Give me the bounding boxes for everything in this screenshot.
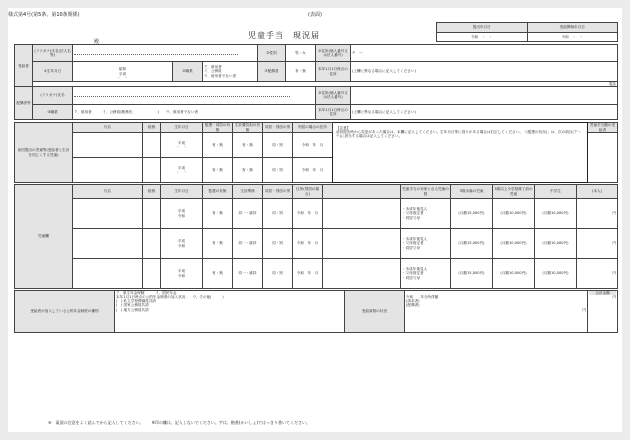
child-b3-live[interactable]: 同・別	[263, 259, 293, 289]
child-a1-live[interactable]: 同・別	[263, 133, 293, 158]
col-cost-b: 生計関係	[233, 185, 263, 199]
child-b3-amt3[interactable]: (月額10,000円)	[535, 259, 577, 289]
child-a2-dob[interactable]: 平成 ・ ・	[161, 158, 203, 183]
col-name-a: 氏名	[73, 123, 143, 133]
received-date-field[interactable]: 令和 ・ ・	[437, 32, 528, 42]
child-a2-relation[interactable]	[143, 158, 161, 183]
applicant-spouse-field[interactable]: 有・無	[286, 62, 316, 81]
table-row	[15, 229, 618, 259]
spouse-name-label: (フリガナ)氏名	[33, 87, 73, 104]
applicant-dob-date: ・ ・	[117, 75, 128, 80]
form-number: 様式第4号(第5条、第10条関係)	[8, 12, 80, 18]
spouse-address-label: ②住所(個人番号又は法人番号)	[316, 87, 351, 104]
col-cost-a: 生計費負担の有無	[233, 123, 263, 133]
payee-field[interactable]	[588, 133, 618, 183]
applicant-dob-label: ①生年月日	[33, 62, 73, 81]
child-a1-relation[interactable]	[143, 133, 161, 158]
col-payee-b: (本人)	[577, 185, 618, 199]
applicant-name-field[interactable]	[73, 45, 258, 62]
col-address-b	[323, 185, 401, 199]
total-box[interactable]	[588, 291, 618, 333]
child-b1-yen[interactable]: 円	[577, 199, 618, 229]
child-b1-dob[interactable]: 平成 令和	[161, 199, 203, 229]
form-sheet	[8, 8, 622, 432]
children-table	[14, 184, 618, 289]
child-b2-amt2[interactable]: (月額10,000円)	[493, 229, 535, 259]
child-b2-checks[interactable]: ・未成年後見人 ・父母指定者 ・同居父母	[401, 229, 451, 259]
bottom-table	[14, 290, 618, 333]
col-monitor-a: 監護・同居の有無	[203, 123, 233, 133]
child-b3-checks[interactable]: ・未成年後見人 ・父母指定者 ・同居父母	[401, 259, 451, 289]
child-b2-monitor[interactable]: 有・無	[203, 229, 233, 259]
col-name-b: 氏名	[73, 185, 143, 199]
child-b1-amt1[interactable]: (月額15,000円)	[451, 199, 493, 229]
child-a1-when[interactable]: 令和 年 月	[293, 133, 333, 158]
col-dob-b: 生年月日	[161, 185, 203, 199]
payee-label: 児童手当額の受給者	[588, 123, 618, 133]
col-count-b: 児童手当の対象となる児童の数	[401, 185, 451, 199]
apply-date-header: 受給開始年月日	[527, 23, 618, 33]
child-b2-yen[interactable]: 円	[577, 229, 618, 259]
child-a2-name[interactable]	[73, 158, 143, 183]
applicant-section-label: 受給者	[15, 45, 33, 87]
applicant-address-field[interactable]: 〒 ー	[351, 45, 618, 62]
child-b1-amt3[interactable]: (月額10,000円)	[535, 199, 577, 229]
page-title: 児童手当 現況届	[248, 31, 320, 40]
addressee-label: 殿	[94, 39, 100, 45]
pension-label: 受給者が加入している公的年金制度の種別	[15, 291, 115, 333]
child-b1-when[interactable]: 令和 年 月	[293, 199, 323, 229]
notice-text: 前回提出時から変更があった場合は、本欄に記入してください。生年月日等に誤りがある場合は訂正してください。「(監護の状況)」は、次の項目(ア～ウ)に該当する場合は記入してください。	[336, 130, 581, 139]
child-b1-amt2[interactable]: (月額10,000円)	[493, 199, 535, 229]
applicant-phone-field[interactable]: 電話	[33, 81, 618, 87]
notice-title: 【注意】	[336, 126, 351, 130]
spouse-address-field[interactable]	[351, 87, 618, 104]
children-section-label: 児童欄	[15, 185, 73, 289]
child-b1-relation[interactable]	[143, 199, 161, 229]
child-b3-when[interactable]: 令和 年 月	[293, 259, 323, 289]
applicant-jan-address-label: 本年1月1日時点の住所	[316, 62, 351, 81]
notice-box	[333, 123, 588, 183]
pension-field[interactable]: ア、厚生年金保険 イ、国民年金 本年1月1日時点の公的年金制度の加入状況： ウ、その他( ) ( ) 私立学校教職員共済 ( ) 国家公務員共済 ( ) 地方公務員共済	[115, 291, 345, 333]
child-b2-cost[interactable]: 同一・維持	[233, 229, 263, 259]
applicant-dob-field[interactable]	[73, 62, 173, 81]
child-b1-name[interactable]	[73, 199, 143, 229]
child-b3-amt2[interactable]: (月額10,000円)	[493, 259, 535, 289]
child-b1-address[interactable]	[323, 199, 401, 229]
applicant-address-label: ②住所(個人番号又は法人番号)	[316, 45, 351, 62]
child-b3-yen[interactable]: 円	[577, 259, 618, 289]
child-a1-dob[interactable]: 平成 ・ ・	[161, 133, 203, 158]
col-monitor-b: 監護の有無	[203, 185, 233, 199]
income-field[interactable]	[405, 291, 588, 333]
col-amount2-b: 3歳以上小学校修了前の児童	[493, 185, 535, 199]
child-b3-amt1[interactable]: (月額15,000円)	[451, 259, 493, 289]
col-dob-a: 生年月日	[161, 123, 203, 133]
child-a1-name[interactable]	[73, 133, 143, 158]
child-b2-when[interactable]: 令和 年 月	[293, 229, 323, 259]
previous-children-table	[14, 122, 618, 183]
income-yen: 円	[582, 307, 586, 312]
applicant-sex-label: ②性別	[258, 45, 286, 62]
col-when-b: 住所(別居の場合)	[293, 185, 323, 199]
applicant-jan-address-field[interactable]: (上欄と異なる場合に記入してください)	[351, 62, 618, 81]
col-relation-b: 続柄	[143, 185, 161, 199]
child-b2-amt3[interactable]: (月額10,000円)	[535, 229, 577, 259]
child-a1-monitor[interactable]: 有・無	[203, 133, 233, 158]
footer-note: ④ 裏面の注意をよく読んでから記入してください。 ※印の欄は、記入しないでください。字は、楷書(かいしょ)ではっきり書いてください。	[48, 420, 311, 425]
child-b3-name[interactable]	[73, 259, 143, 289]
date-boxes	[436, 22, 618, 42]
child-b1-checks[interactable]: ・未成年後見人 ・父母指定者 ・同居父母	[401, 199, 451, 229]
applicant-sex-field[interactable]: 男・女	[286, 45, 316, 62]
child-b3-dob[interactable]: 平成 令和	[161, 259, 203, 289]
qualification-label: 受給資格の状況	[345, 291, 405, 333]
col-amount1-b: 3歳未満の児童	[451, 185, 493, 199]
previous-children-label: 前回提出の児童等(受給者と生計を同じくする児童)	[15, 123, 73, 183]
applicant-table	[14, 44, 618, 120]
col-live-a: 同居・別居の別	[263, 123, 293, 133]
spouse-job-field[interactable]: ア、被用者 イ、公務員(勤務先： ) ウ、被用者でない者	[73, 104, 316, 119]
child-b2-dob[interactable]: 平成 令和	[161, 229, 203, 259]
child-b3-monitor[interactable]: 有・無	[203, 259, 233, 289]
child-b3-relation[interactable]	[143, 259, 161, 289]
applicant-dob-era: 昭和 平成	[118, 67, 127, 76]
child-b2-relation[interactable]	[143, 229, 161, 259]
applicant-job-label: ②職業	[173, 62, 203, 81]
spouse-jan-address-field[interactable]: (上欄と異なる場合に記入してください)	[351, 104, 618, 119]
child-a1-cost[interactable]: 有・無	[233, 133, 263, 158]
child-a2-cost[interactable]: 有・無	[233, 158, 263, 183]
child-b3-cost[interactable]: 同一・維持	[233, 259, 263, 289]
spouse-name-field[interactable]	[73, 87, 316, 104]
child-b2-address[interactable]	[323, 229, 401, 259]
spouse-jan-address-label: 本年1月1日時点の住所	[316, 104, 351, 119]
income-text: 令和 年分所得額 (請求者) (配偶者)	[406, 295, 439, 308]
child-b1-cost[interactable]: 同一・維持	[233, 199, 263, 229]
child-b2-live[interactable]: 同・別	[263, 229, 293, 259]
spouse-section-label: 配偶者等	[15, 87, 33, 120]
child-b3-address[interactable]	[323, 259, 401, 289]
child-b2-amt1[interactable]: (月額15,000円)	[451, 229, 493, 259]
col-address-a: 別居の場合の住所	[293, 123, 333, 133]
applicant-job-field[interactable]: ア、被用者 イ、公務員 ウ、被用者でない者	[203, 62, 258, 81]
child-a2-monitor[interactable]: 有・無	[203, 158, 233, 183]
child-b1-live[interactable]: 同・別	[263, 199, 293, 229]
total-label: 合計金額	[589, 291, 616, 295]
col-relation-a: 続柄	[143, 123, 161, 133]
table-row	[15, 259, 618, 289]
applicant-spouse-label: ②配偶者	[258, 62, 286, 81]
child-a2-live[interactable]: 同・別	[263, 158, 293, 183]
table-row	[15, 199, 618, 229]
applicant-name-label: (フリガナ)氏名(法人名等)	[33, 45, 73, 62]
spouse-job-label: ③職業	[33, 104, 73, 119]
received-date-header: 提出年月日	[437, 23, 528, 33]
child-a2-when[interactable]: 令和 年 月	[293, 158, 333, 183]
col-amount3-b: 中学生	[535, 185, 577, 199]
side-label: (表面)	[308, 12, 322, 18]
child-b1-monitor[interactable]: 有・無	[203, 199, 233, 229]
total-yen: 円	[612, 295, 616, 300]
col-live-b: 同居・別居の別	[263, 185, 293, 199]
apply-date-field[interactable]: 令和 ・ ・	[527, 32, 618, 42]
child-b2-name[interactable]	[73, 229, 143, 259]
